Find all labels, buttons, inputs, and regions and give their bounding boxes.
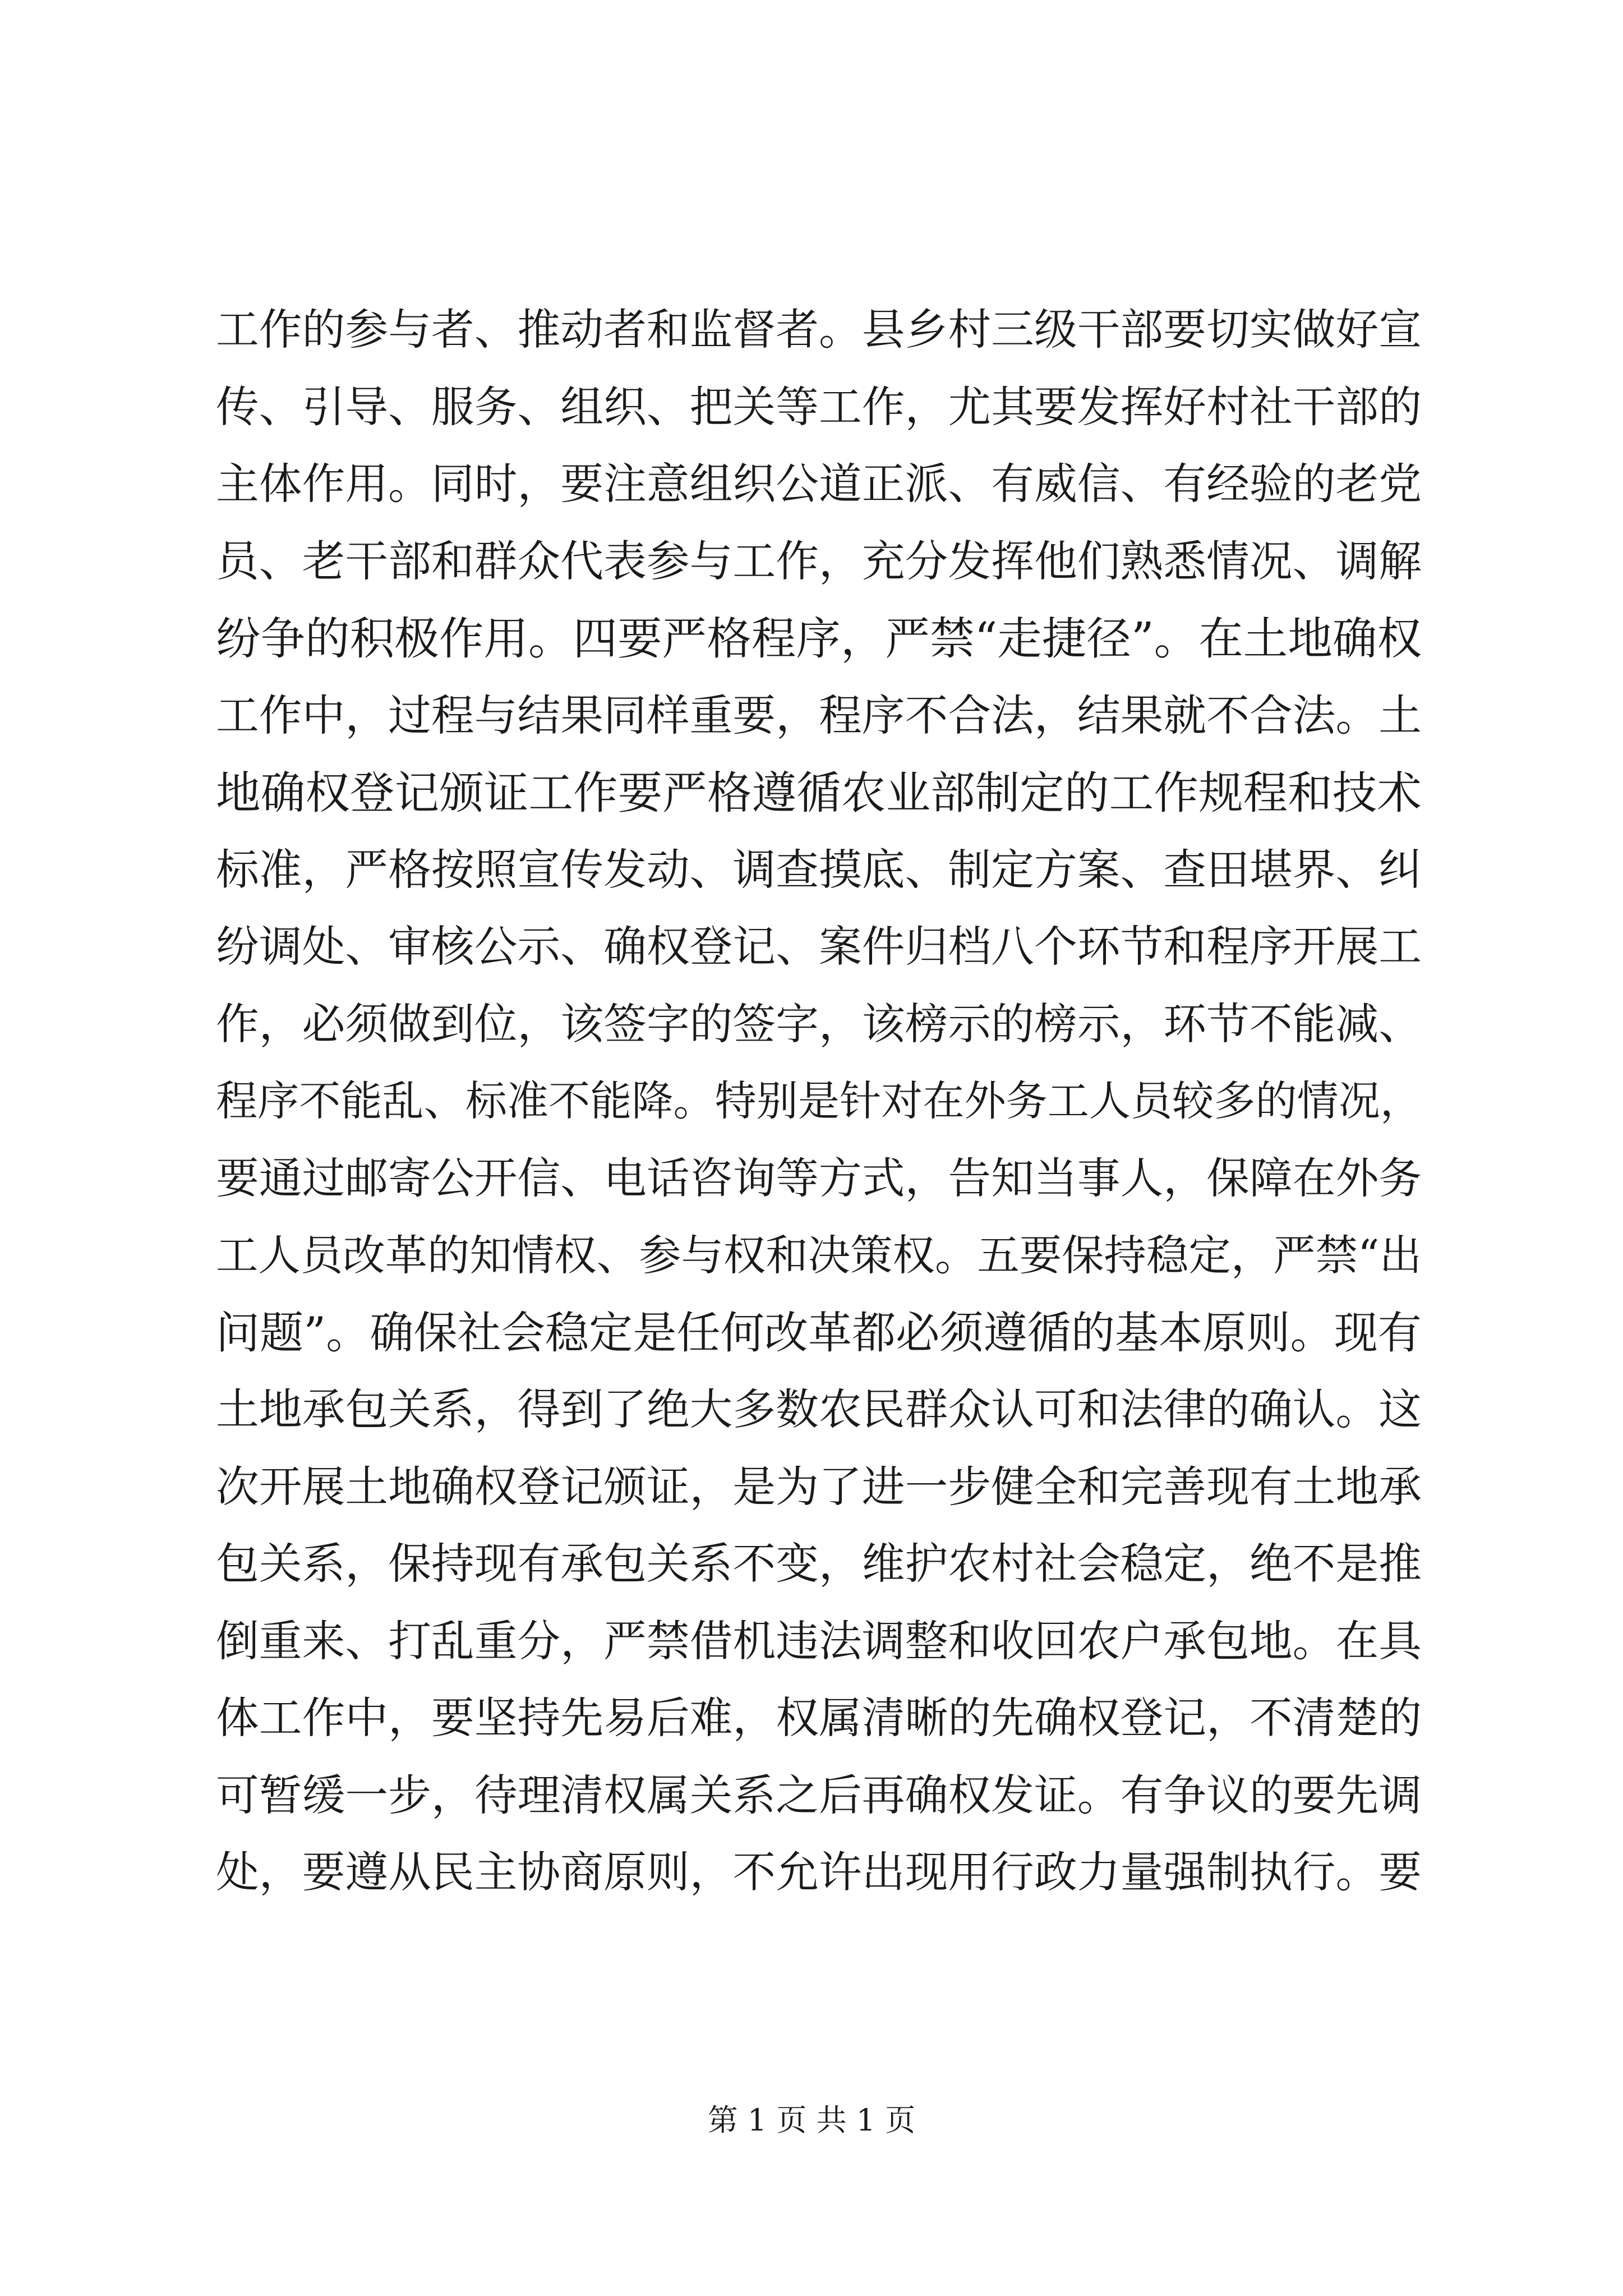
text-line: 问题”。确保社会稳定是任何改革都必须遵循的基本原则。现有 — [216, 1307, 1422, 1359]
text-line: 标准，严格按照宣传发动、调查摸底、制定方案、查田堪界、纠 — [216, 845, 1422, 895]
text-line: 程序不能乱、标准不能降。特别是针对在外务工人员较多的情况， — [216, 1077, 1422, 1125]
text-line: 纷调处、审核公示、确权登记、案件归档八个环节和程序开展工 — [216, 922, 1422, 972]
page-footer: 第 1 页 共 1 页 — [707, 2102, 916, 2138]
text-line: 要通过邮寄公开信、电话咨询等方式，告知当事人，保障在外务 — [216, 1153, 1422, 1204]
text-line: 可暂缓一步，待理清权属关系之后再确权发证。有争议的要先调 — [216, 1770, 1422, 1821]
text-line: 员、老干部和群众代表参与工作，充分发挥他们熟悉情况、调解 — [216, 536, 1422, 587]
text-line: 处，要遵从民主协商原则，不允许出现用行政力量强制执行。要 — [216, 1848, 1422, 1898]
text-line: 体工作中，要坚持先易后难，权属清晰的先确权登记，不清楚的 — [216, 1694, 1422, 1743]
text-line: 包关系，保持现有承包关系不变，维护农村社会稳定，绝不是推 — [216, 1539, 1422, 1589]
body-text — [216, 292, 1422, 1912]
text-line: 工作的参与者、推动者和监督者。县乡村三级干部要切实做好宣 — [216, 305, 1422, 355]
text-line: 作，必须做到位，该签字的签字，该榜示的榜示，环节不能减、 — [216, 999, 1422, 1050]
text-line: 倒重来、打乱重分，严禁借机违法调整和收回农户承包地。在具 — [216, 1616, 1422, 1667]
text-line: 工作中，过程与结果同样重要，程序不合法，结果就不合法。土 — [216, 691, 1422, 741]
text-line: 次开展土地确权登记颁证，是为了进一步健全和完善现有土地承 — [216, 1462, 1422, 1512]
text-line: 主体作用。同时，要注意组织公道正派、有威信、有经验的老党 — [216, 459, 1422, 509]
text-line: 地确权登记颁证工作要严格遵循农业部制定的工作规程和技术 — [216, 767, 1422, 819]
text-line: 土地承包关系，得到了绝大多数农民群众认可和法律的确认。这 — [216, 1385, 1422, 1435]
text-line: 纷争的积极作用。四要严格程序，严禁“走捷径”。在土地确权 — [216, 613, 1422, 665]
text-line: 传、引导、服务、组织、把关等工作，尤其要发挥好村社干部的 — [216, 382, 1422, 432]
text-line: 工人员改革的知情权、参与权和决策权。五要保持稳定，严禁“出 — [216, 1231, 1422, 1280]
